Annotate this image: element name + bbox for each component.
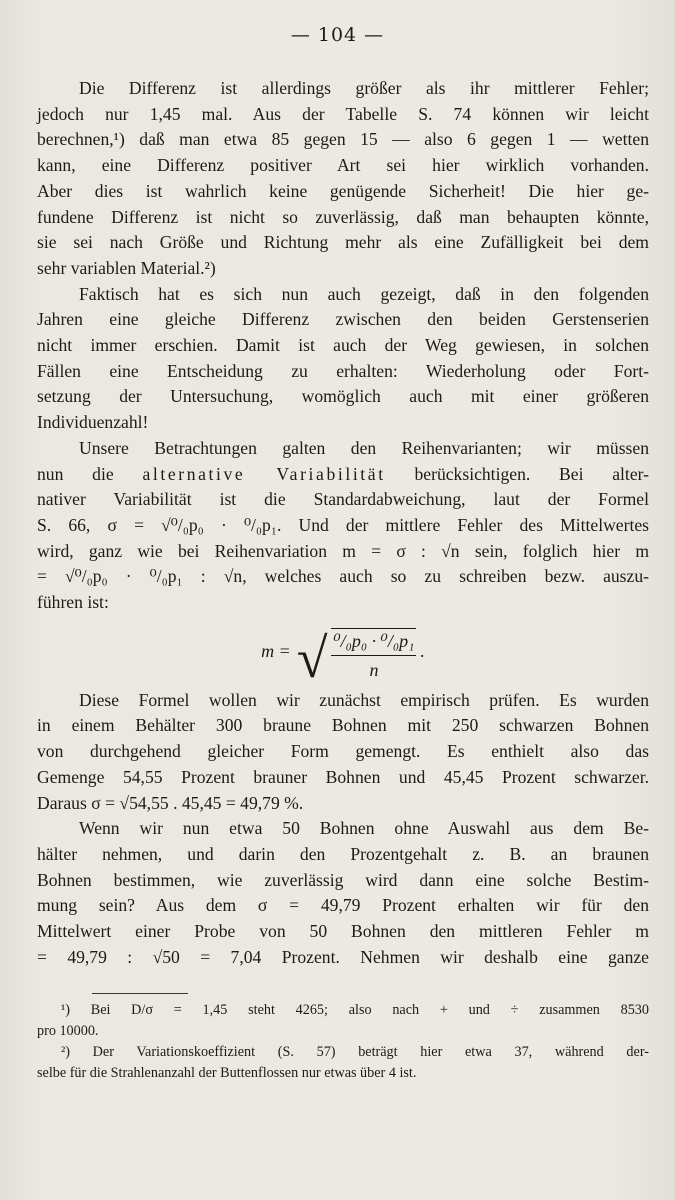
text-line: nativer Variabilität ist die Standardabweichung, laut der Formel [37,489,649,510]
text-line: Bohnen bestimmen, wie zuverlässig wird dann eine solche Bestim- [37,869,649,890]
text-line: sehr variablen Material.²) [37,257,216,278]
formula-lhs: m = [261,640,291,661]
text-line: Mittelwert einer Probe von 50 Bohnen den mittleren Fehler m [37,921,649,942]
text-line: Individuenzahl! [37,412,149,433]
footnote-line: ¹) Bei D/σ = 1,45 steht 4265; also nach + und ÷ zusammen 8530 [61,1002,649,1018]
paragraph-5 [37,816,649,970]
footnote-line: ²) Der Variationskoeffizient (S. 57) beträgt hier etwa 37, während der- [61,1044,649,1060]
text-line: von durchgehend gleicher Form gemengt. Es enthielt also das [37,741,649,762]
text-line: mung sein? Aus dem σ = 49,79 Prozent erhalten wir für den [37,895,649,916]
footnotes [37,1000,649,1084]
text-line: berechnen,¹) daß man etwa 85 gegen 15 — also 6 gegen 1 — wetten [37,129,649,150]
text-line: in einem Behälter 300 braune Bohnen mit 250 schwarzen Bohnen [37,715,649,736]
text-line: kann, eine Differenz positiver Art sei hier wirklich vorhanden. [37,155,649,176]
text-line: setzung der Untersuchung, womöglich auch mit einer größeren [37,386,649,407]
text-segment: berücksichtigen. Bei alter- [385,463,649,484]
text-line: = √⁰/₀p₀ · ⁰/₀p₁ : √n, welches auch so zu schreiben bezw. auszu- [37,566,649,587]
paragraph-4 [37,688,649,817]
text-line: wird, ganz wie bei Reihenvariation m = σ : √n sein, folglich hier m [37,540,649,561]
display-formula [37,616,649,688]
text-line: fundene Differenz ist nicht so zuverlässig, daß man behaupten könnte, [37,206,649,227]
text-line: Jahren eine gleiche Differenz zwischen den beiden Gerstenserien [37,309,649,330]
formula-end: . [420,640,425,661]
text-line: jedoch nur 1,45 mal. Aus der Tabelle S. 74 können wir leicht [37,103,649,124]
text-line: Fällen eine Entscheidung zu erhalten: Wiederholung oder Fort- [37,360,649,381]
footnote-line: selbe für die Strahlenanzahl der Buttenflossen nur etwas über 4 ist. [37,1065,417,1081]
text-line: Wenn wir nun etwa 50 Bohnen ohne Auswahl aus dem Be- [79,818,649,839]
paragraph-2 [37,282,649,436]
footnote-2 [37,1042,649,1084]
main-text [37,76,649,971]
text-line: Diese Formel wollen wir zunächst empirisch prüfen. Es wurden [79,689,649,710]
square-root [296,620,421,690]
text-line [37,462,649,488]
text-line: Gemenge 54,55 Prozent brauner Bohnen und 45,45 Prozent schwarzer. [37,766,649,787]
fraction-numerator: ⁰/₀p₀ · ⁰/₀p₁ [331,628,416,657]
text-line: sie sei nach Größe und Richtung mehr als eine Zufälligkeit bei dem [37,232,649,253]
text-line: Die Differenz ist allerdings größer als ihr mittlerer Fehler; [79,78,649,98]
text-line: Aber dies ist wahrlich keine genügende Sicherheit! Die hier ge- [37,180,649,201]
text-line: Daraus σ = √54,55 . 45,45 = 49,79 %. [37,792,304,813]
text-line: = 49,79 : √50 = 7,04 Prozent. Nehmen wir deshalb eine ganze [37,946,649,967]
page-number: — 104 — [290,24,385,46]
footnote-divider [92,993,188,994]
text-line: führen ist: [37,592,109,613]
paragraph-3 [37,436,649,616]
fraction [327,628,420,684]
paragraph-1 [37,76,649,282]
emphasized-term: alternative Variabilität [142,463,386,484]
radical-sign: √ [296,627,328,690]
text-line: Faktisch hat es sich nun auch gezeigt, daß in den folgenden [79,283,649,304]
text-segment: nun die [37,463,143,484]
footnote-line: pro 10000. [37,1023,99,1039]
footnote-1 [37,1000,649,1042]
text-line: hälter nehmen, und darin den Prozentgehalt z. B. an braunen [37,843,649,864]
text-line: nicht immer erschien. Damit ist auch der Weg gewiesen, in solchen [37,335,649,356]
fraction-denominator: n [369,660,379,681]
text-line: Unsere Betrachtungen galten den Reihenvarianten; wir müssen [79,437,649,458]
text-line: S. 66, σ = √⁰/₀p₀ · ⁰/₀p₁. Und der mittlere Fehler des Mittelwertes [37,514,649,535]
